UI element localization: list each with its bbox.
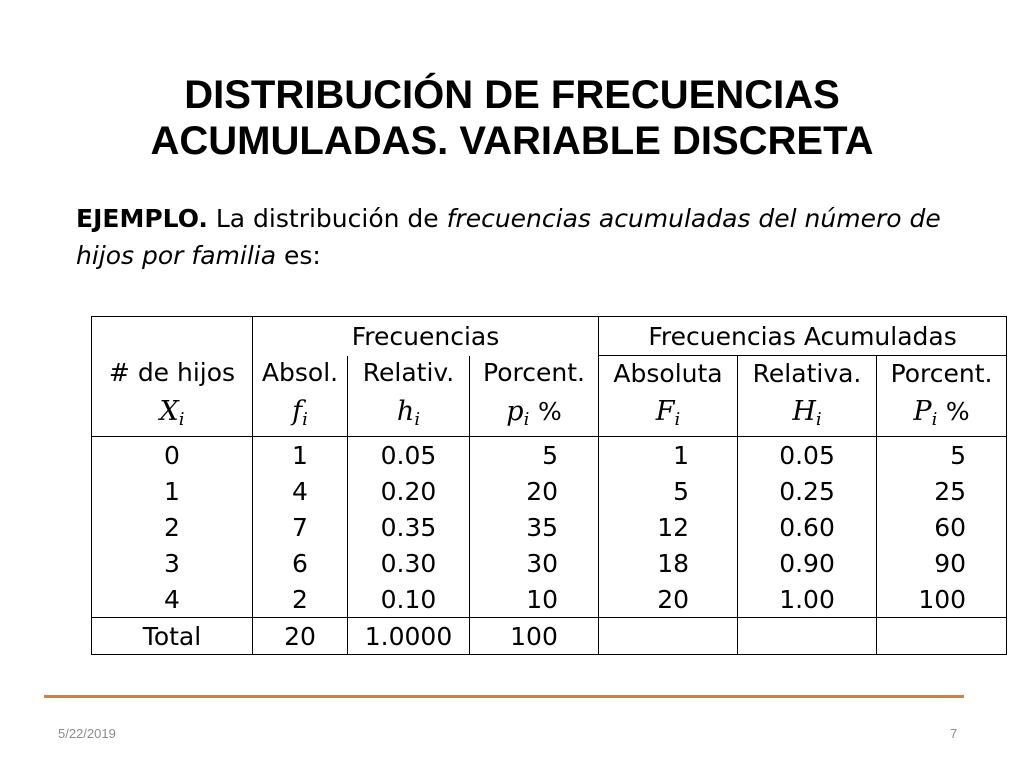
table-cell: 10 [470, 581, 599, 618]
total-cell [599, 618, 738, 655]
table-cell: 0.20 [348, 473, 470, 509]
total-cell: 20 [253, 618, 348, 655]
table-cell: 5 [877, 437, 1007, 474]
table-cell: 0.35 [348, 509, 470, 545]
table-cell: 0 [92, 437, 253, 474]
table-cell: 1 [253, 437, 348, 474]
table-cell: 100 [877, 581, 1007, 618]
table-cell: 4 [253, 473, 348, 509]
total-cell [877, 618, 1007, 655]
column-header: Porcent. [470, 356, 599, 391]
table-cell: 0.05 [348, 437, 470, 474]
column-header: # de hijos [92, 356, 253, 391]
table-cell: 6 [253, 545, 348, 581]
table-cell: 5 [470, 437, 599, 474]
slide-title-line-1: DISTRIBUCIÓN DE FRECUENCIAS [184, 73, 840, 117]
total-cell: 1.0000 [348, 618, 470, 655]
column-header: Absoluta [599, 356, 738, 391]
table-cell: 1.00 [738, 581, 877, 618]
column-header: Porcent. [877, 356, 1007, 391]
table-cell: 20 [599, 581, 738, 618]
slide-number: 7 [950, 726, 958, 741]
symbol-cell: $f_i$ [253, 390, 348, 437]
table-cell: 90 [877, 545, 1007, 581]
symbol-cell: $H_i$ [738, 390, 877, 437]
group-header-row [92, 317, 1007, 356]
table-cell: 12 [599, 509, 738, 545]
symbol-cell: $X_i$ [92, 390, 253, 437]
table-cell: 0.60 [738, 509, 877, 545]
table-row [92, 545, 1007, 581]
footer-rule [44, 695, 964, 698]
table-row [92, 473, 1007, 509]
symbol-cell: $p_i$ % [470, 390, 599, 437]
column-header: Absol. [253, 356, 348, 391]
table-cell: 4 [92, 581, 253, 618]
total-cell: 100 [470, 618, 599, 655]
table-cell: 0.10 [348, 581, 470, 618]
table-cell: 2 [253, 581, 348, 618]
total-row [92, 618, 1007, 655]
table-cell: 18 [599, 545, 738, 581]
table-cell: 1 [599, 437, 738, 474]
intro-text-2: frecuencias acumuladas del número de hijos por familia [76, 204, 941, 270]
symbol-cell: $h_i$ [348, 390, 470, 437]
column-header: Relativa. [738, 356, 877, 391]
intro-text-3: es: [276, 241, 321, 270]
table-body [92, 437, 1007, 618]
group-header-frecuencias: Frecuencias [253, 317, 599, 356]
symbol-row [92, 390, 1007, 437]
table-cell: 0.05 [738, 437, 877, 474]
column-header: Relativ. [348, 356, 470, 391]
table-row [92, 509, 1007, 545]
intro-paragraph [76, 200, 1006, 274]
table-cell: 0.25 [738, 473, 877, 509]
slide-title [0, 72, 1024, 164]
footer-date: 5/22/2019 [58, 726, 116, 741]
intro-text-1: La distribución de [207, 204, 447, 233]
table-cell: 0.30 [348, 545, 470, 581]
table-cell: 7 [253, 509, 348, 545]
table-row [92, 581, 1007, 618]
total-cell [738, 618, 877, 655]
table-cell: 1 [92, 473, 253, 509]
table-cell: 35 [470, 509, 599, 545]
table-cell: 3 [92, 545, 253, 581]
symbol-cell: $P_i$ % [877, 390, 1007, 437]
frequency-table [91, 316, 1007, 655]
table-cell: 60 [877, 509, 1007, 545]
table-row [92, 437, 1007, 474]
table-cell: 25 [877, 473, 1007, 509]
table-cell: 30 [470, 545, 599, 581]
table-cell: 20 [470, 473, 599, 509]
table-cell: 0.90 [738, 545, 877, 581]
table-cell: 2 [92, 509, 253, 545]
group-header-acumuladas: Frecuencias Acumuladas [599, 317, 1007, 356]
header-cell-blank [92, 317, 253, 356]
example-label: EJEMPLO. [76, 204, 208, 233]
total-cell: Total [92, 618, 253, 655]
slide-title-line-2: ACUMULADAS. VARIABLE DISCRETA [150, 119, 874, 163]
table-cell: 5 [599, 473, 738, 509]
symbol-cell: $F_i$ [599, 390, 738, 437]
column-header-row [92, 356, 1007, 391]
